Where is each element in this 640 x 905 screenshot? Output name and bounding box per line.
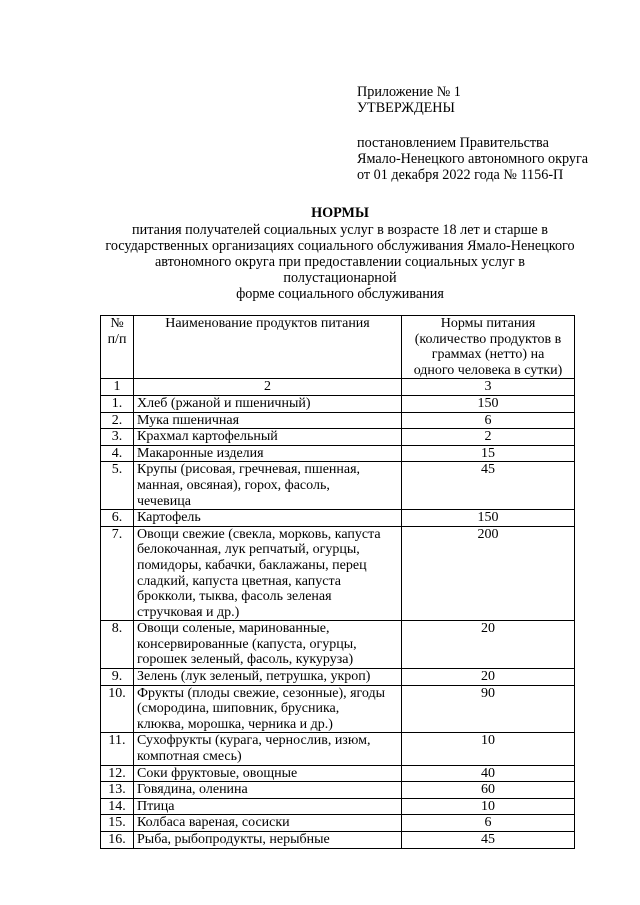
product-name: Колбаса вареная, сосиски (134, 815, 402, 832)
row-number: 10. (101, 685, 134, 733)
heading-block (100, 205, 580, 302)
table-row (101, 526, 575, 621)
product-name-line: Овощи соленые, маринованные, (137, 621, 330, 637)
table-row (101, 669, 575, 686)
norm-value: 60 (402, 782, 575, 799)
header-number-line: № (110, 316, 124, 331)
row-number: 2. (101, 412, 134, 429)
header-norms (402, 316, 575, 379)
appendix-block (357, 84, 627, 183)
header-product-name-text: Наименование продуктов питания (165, 316, 370, 331)
header-norms-line: граммах (нетто) на (431, 347, 545, 363)
product-name-line: Сухофрукты (курага, чернослив, изюм, (137, 733, 371, 749)
norm-value: 150 (402, 395, 575, 412)
product-name: Мука пшеничная (134, 412, 402, 429)
product-name (134, 685, 402, 733)
approved-label: УТВЕРЖДЕНЫ (357, 100, 455, 116)
norm-value: 200 (402, 526, 575, 621)
document-title: НОРМЫ (311, 205, 369, 221)
product-name-line: клюква, морошка, черника и др.) (137, 716, 333, 732)
product-name: Крахмал картофельный (134, 429, 402, 446)
row-number: 11. (101, 733, 134, 765)
norm-value: 15 (402, 445, 575, 462)
norm-value: 6 (402, 815, 575, 832)
product-name-line: консервированные (капуста, огурцы, (137, 636, 357, 652)
row-number: 1. (101, 395, 134, 412)
subtitle-line: питания получателей социальных услуг в возрасте 18 лет и старше в (132, 222, 548, 238)
norm-value: 90 (402, 685, 575, 733)
norm-value: 20 (402, 621, 575, 669)
product-name: Картофель (134, 510, 402, 527)
product-name-line: (смородина, шиповник, брусника, (137, 701, 340, 717)
product-name-line: брокколи, тыква, фасоль зеленая (137, 589, 332, 605)
product-name: Рыба, рыбопродукты, нерыбные (134, 832, 402, 849)
row-number: 9. (101, 669, 134, 686)
product-name: Макаронные изделия (134, 445, 402, 462)
column-number: 3 (402, 379, 575, 396)
row-number: 13. (101, 782, 134, 799)
product-name-line: Овощи свежие (свекла, морковь, капуста (137, 526, 381, 542)
table-row (101, 462, 575, 510)
norm-value: 20 (402, 669, 575, 686)
product-name: Птица (134, 798, 402, 815)
product-name-line: компотная смесь) (137, 749, 242, 765)
header-number-line: п/п (107, 331, 127, 347)
product-name-line: стручковая и др.) (137, 604, 240, 620)
row-number: 3. (101, 429, 134, 446)
table-row (101, 445, 575, 462)
product-name-line: Фрукты (плоды свежие, сезонные), ягоды (137, 685, 386, 701)
header-norms-line: одного человека в сутки) (413, 362, 563, 378)
table-row (101, 395, 575, 412)
row-number: 8. (101, 621, 134, 669)
column-number: 2 (134, 379, 402, 396)
column-number-row (101, 379, 575, 396)
product-name (134, 526, 402, 621)
table-row (101, 733, 575, 765)
government-line: Ямало-Ненецкого автономного округа (357, 151, 589, 167)
header-norms-line: Нормы питания (440, 316, 536, 331)
row-number: 4. (101, 445, 134, 462)
table-row (101, 685, 575, 733)
product-name-line: сладкий, капуста цветная, капуста (137, 573, 341, 589)
row-number: 16. (101, 832, 134, 849)
row-number: 7. (101, 526, 134, 621)
header-number (101, 316, 134, 379)
table-row (101, 765, 575, 782)
product-name-line: чечевица (137, 493, 191, 509)
table-header-row (101, 316, 575, 379)
resolution-line: постановлением Правительства (357, 135, 549, 151)
norm-value: 2 (402, 429, 575, 446)
subtitle-line: государственных организациях социального обслуживания Ямало-Ненецкого (105, 238, 575, 254)
product-name (134, 621, 402, 669)
subtitle-line: автономного округа при предоставлении социальных услуг в полустационарной (155, 254, 525, 286)
row-number: 12. (101, 765, 134, 782)
header-norms-line: (количество продуктов в (414, 331, 562, 347)
table-row (101, 621, 575, 669)
norm-value: 40 (402, 765, 575, 782)
product-name: Соки фруктовые, овощные (134, 765, 402, 782)
product-name-line: горошек зеленый, фасоль, кукуруза) (137, 652, 354, 668)
norm-value: 45 (402, 462, 575, 510)
norm-value: 6 (402, 412, 575, 429)
table-row (101, 782, 575, 799)
table-row (101, 412, 575, 429)
subtitle-line: форме социального обслуживания (236, 286, 444, 302)
norm-value: 45 (402, 832, 575, 849)
column-number: 1 (101, 379, 134, 396)
table-row (101, 815, 575, 832)
row-number: 6. (101, 510, 134, 527)
product-name: Зелень (лук зеленый, петрушка, укроп) (134, 669, 402, 686)
product-name (134, 462, 402, 510)
product-name-line: помидоры, кабачки, баклажаны, перец (137, 557, 367, 573)
norm-value: 10 (402, 733, 575, 765)
product-name-line: белокочанная, лук репчатый, огурцы, (137, 542, 360, 558)
product-name: Говядина, оленина (134, 782, 402, 799)
norm-value: 10 (402, 798, 575, 815)
row-number: 15. (101, 815, 134, 832)
table-row (101, 798, 575, 815)
header-product-name (134, 316, 402, 379)
norm-value: 150 (402, 510, 575, 527)
row-number: 5. (101, 462, 134, 510)
product-name-line: Крупы (рисовая, гречневая, пшенная, (137, 462, 361, 478)
nutrition-norms-table (100, 315, 575, 849)
table-row (101, 510, 575, 527)
table-row (101, 429, 575, 446)
table-row (101, 832, 575, 849)
product-name-line: манная, овсяная), горох, фасоль, (137, 477, 330, 493)
product-name (134, 733, 402, 765)
row-number: 14. (101, 798, 134, 815)
resolution-date-line: от 01 декабря 2022 года № 1156-П (357, 167, 564, 183)
product-name: Хлеб (ржаной и пшеничный) (134, 395, 402, 412)
appendix-number: Приложение № 1 (357, 84, 461, 100)
